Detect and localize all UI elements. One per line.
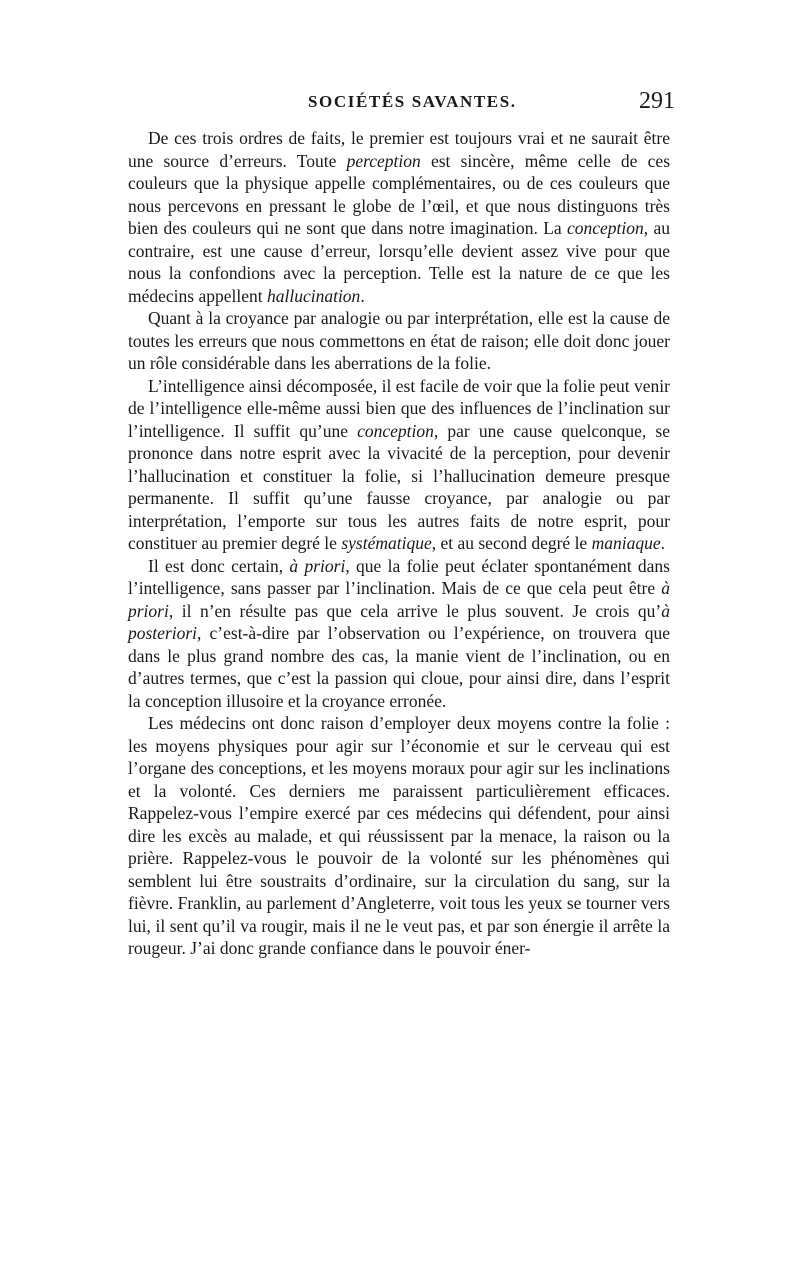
italic-text: à posteriori [128, 600, 670, 643]
paragraph [128, 307, 670, 375]
text-run: , et au second degré le [431, 533, 592, 553]
body-text [128, 127, 670, 960]
text-run: , que la folie peut éclater spontanément dans l’intelligence, sans passer par l’inclination. Mais de ce que cela peut être [128, 555, 670, 598]
page-number: 291 [639, 88, 675, 114]
text-run: . [660, 533, 665, 553]
paragraph [128, 375, 670, 555]
italic-text: hallucination [266, 285, 361, 306]
text-run: , par une cause quelconque, se prononce dans notre esprit avec la vivacité de la perception, pour devenir l’hallucination et constituer la folie, si l’hallucination demeure presque permanente. Il suffit qu’une fausse croyance, par analogie ou par interprétation, l’emporte sur tous les autres faits de notre esprit, pour constituer au premier degré le [128, 420, 671, 553]
text-run: Quant à la croyance par analogie ou par interprétation, elle est la cause de toutes les erreurs que nous commettons en état de raison; elle doit donc jouer un rôle considérable dans les aberrations de la folie. [128, 308, 670, 373]
text-run: De ces trois ordres de faits, le premier est toujours vrai et ne saurait être une source d’erreurs. Toute [128, 128, 670, 171]
text-run: Les médecins ont donc raison d’employer deux moyens contre la folie : les moyens physiques pour agir sur l’économie et sur le cerveau qui est l’organe des conceptions, et les moyens moraux pour agir sur les inclinations et la volonté. Ces derniers me paraissent particulièrement efficaces. Rappelez-vous l’empire exercé par ces médecins qui défendent, pour ainsi dire les excès au malade, et qui réussissent par la menace, la raison ou la prière. Rappelez-vous le pouvoir de la volonté sur les phénomènes qui semblent lui être soustraits d’ordinaire, sur la circulation du sang, sur la fièvre. Franklin, au parlement d’Angleterre, voit tous les yeux se tourner vers lui, il sent qu’il va rougir, mais il ne le veut pas, et par son énergie il arrête la rougeur. J’ai donc grande confiance dans le pouvoir éner- [128, 713, 670, 958]
text-run: , il n’en résulte pas que cela arrive le plus souvent. Je crois qu’ [168, 600, 662, 621]
text-run: . [360, 285, 365, 306]
text-run: L’intelligence ainsi décomposée, il est facile de voir que la folie peut venir de l’intelligence elle-même aussi bien que des influences de l’inclination sur l’intelligence. Il suffit qu’une [128, 375, 670, 441]
paragraph [128, 555, 670, 713]
italic-text: perception [346, 150, 421, 171]
italic-text: à priori [289, 555, 346, 576]
text-run: est sincère, même celle de ces couleurs que la physique appelle complémentaires, ou de ces couleurs que nous percevons en pressant le globe de l’œil, et que nous distinguons très bien des couleurs qui ne sont que dans notre imagination. La [128, 150, 670, 238]
italic-text: conception [357, 420, 434, 441]
running-head [130, 88, 675, 118]
text-run: , au contraire, est une cause d’erreur, lorsqu’elle devient assez vive pour que nous la confondions avec la perception. Telle est la nature de ce que les médecins appellent [128, 218, 670, 306]
running-title: SOCIÉTÉS SAVANTES. [308, 92, 517, 111]
italic-text: systématique [341, 533, 432, 553]
paragraph [128, 127, 670, 307]
italic-text: conception [567, 218, 644, 238]
paragraph [128, 712, 670, 960]
text-run: , c’est-à-dire par l’observation ou l’expérience, on trouvera que dans le plus grand nombre des cas, la manie vient de l’inclination, ou en d’autres termes, que c’est la passion qui cloue, pour ainsi dire, dans l’esprit la conception illusoire et la croyance erronée. [128, 623, 670, 711]
text-run: Il est donc certain, [148, 555, 290, 576]
italic-text: à priori [128, 578, 670, 621]
italic-text: maniaque [591, 533, 661, 553]
